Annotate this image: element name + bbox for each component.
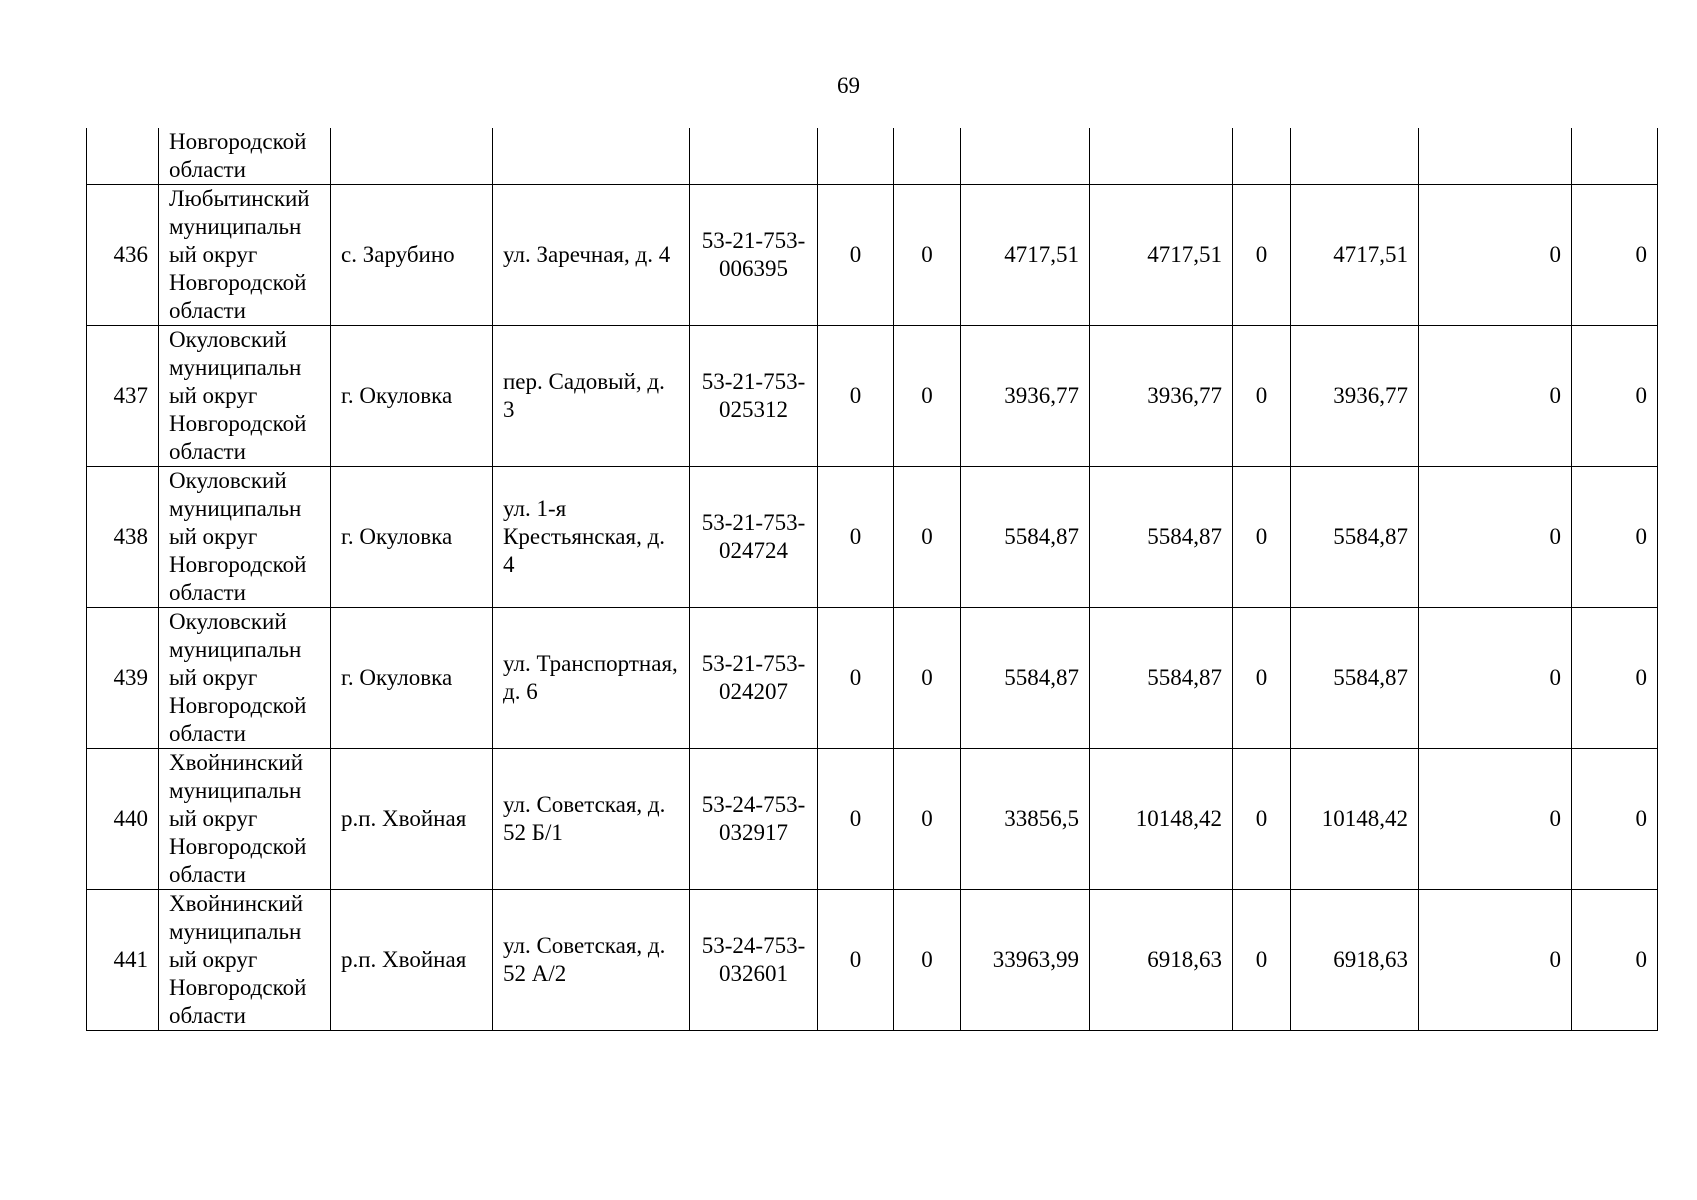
cell-c8: 0 xyxy=(1572,608,1658,749)
cell-c2: 0 xyxy=(894,467,961,608)
cell-c7: 0 xyxy=(1419,749,1572,890)
cell-num: 437 xyxy=(87,326,159,467)
cell-code: 53-21-753-024724 xyxy=(690,467,818,608)
cell-c8: 0 xyxy=(1572,185,1658,326)
cell-district: Хвойнинский муниципальн ый округ Новгородской области xyxy=(159,749,331,890)
cell-c7: 0 xyxy=(1419,326,1572,467)
table-row xyxy=(87,467,1658,608)
cell-code: 53-24-753-032917 xyxy=(690,749,818,890)
cell-c3: 5584,87 xyxy=(961,467,1090,608)
cell-locality: с. Зарубино xyxy=(331,185,493,326)
cell-code: 53-21-753-025312 xyxy=(690,326,818,467)
cell-code: 53-21-753-006395 xyxy=(690,185,818,326)
cell-c2: 0 xyxy=(894,326,961,467)
cell-address: пер. Садовый, д. 3 xyxy=(493,326,690,467)
cell-c4: 5584,87 xyxy=(1090,608,1233,749)
cell-address: ул. 1-я Крестьянская, д. 4 xyxy=(493,467,690,608)
table-row-continuation xyxy=(87,128,1658,185)
cell-c7 xyxy=(1419,128,1572,185)
cell-district: Хвойнинский муниципальн ый округ Новгородской области xyxy=(159,890,331,1031)
cell-address: ул. Транспортная, д. 6 xyxy=(493,608,690,749)
cell-locality xyxy=(331,128,493,185)
cell-c7: 0 xyxy=(1419,185,1572,326)
cell-c4: 3936,77 xyxy=(1090,326,1233,467)
cell-locality: р.п. Хвойная xyxy=(331,890,493,1031)
cell-district: Любытинский муниципальн ый округ Новгородской области xyxy=(159,185,331,326)
cell-c1: 0 xyxy=(818,326,894,467)
cell-c4: 4717,51 xyxy=(1090,185,1233,326)
cell-code: 53-24-753-032601 xyxy=(690,890,818,1031)
cell-c6: 3936,77 xyxy=(1291,326,1419,467)
cell-num: 436 xyxy=(87,185,159,326)
cell-district: Новгородской области xyxy=(159,128,331,185)
cell-c5 xyxy=(1233,128,1291,185)
cell-c5: 0 xyxy=(1233,467,1291,608)
cell-num: 440 xyxy=(87,749,159,890)
cell-c8: 0 xyxy=(1572,749,1658,890)
cell-c3: 3936,77 xyxy=(961,326,1090,467)
cell-c1: 0 xyxy=(818,608,894,749)
cell-locality: г. Окуловка xyxy=(331,467,493,608)
table-body xyxy=(87,128,1658,1031)
cell-num: 441 xyxy=(87,890,159,1031)
cell-num xyxy=(87,128,159,185)
cell-locality: г. Окуловка xyxy=(331,326,493,467)
cell-c1: 0 xyxy=(818,890,894,1031)
cell-c4 xyxy=(1090,128,1233,185)
cell-code xyxy=(690,128,818,185)
cell-c3: 33963,99 xyxy=(961,890,1090,1031)
cell-c3 xyxy=(961,128,1090,185)
cell-c6: 4717,51 xyxy=(1291,185,1419,326)
cell-address xyxy=(493,128,690,185)
cell-num: 439 xyxy=(87,608,159,749)
cell-c1 xyxy=(818,128,894,185)
cell-c6: 5584,87 xyxy=(1291,608,1419,749)
cell-c7: 0 xyxy=(1419,467,1572,608)
table-row xyxy=(87,749,1658,890)
cell-c5: 0 xyxy=(1233,326,1291,467)
cell-district: Окуловский муниципальн ый округ Новгородской области xyxy=(159,467,331,608)
cell-c3: 5584,87 xyxy=(961,608,1090,749)
cell-code: 53-21-753-024207 xyxy=(690,608,818,749)
cell-c1: 0 xyxy=(818,749,894,890)
cell-c5: 0 xyxy=(1233,185,1291,326)
registry-table xyxy=(86,128,1658,1031)
cell-c6 xyxy=(1291,128,1419,185)
cell-c3: 4717,51 xyxy=(961,185,1090,326)
cell-c8: 0 xyxy=(1572,467,1658,608)
cell-district: Окуловский муниципальн ый округ Новгородской области xyxy=(159,326,331,467)
cell-c2: 0 xyxy=(894,890,961,1031)
cell-c2: 0 xyxy=(894,749,961,890)
cell-c4: 5584,87 xyxy=(1090,467,1233,608)
cell-c1: 0 xyxy=(818,467,894,608)
cell-address: ул. Советская, д. 52 А/2 xyxy=(493,890,690,1031)
cell-c5: 0 xyxy=(1233,749,1291,890)
cell-c6: 10148,42 xyxy=(1291,749,1419,890)
cell-c8 xyxy=(1572,128,1658,185)
cell-c2: 0 xyxy=(894,608,961,749)
cell-address: ул. Заречная, д. 4 xyxy=(493,185,690,326)
cell-c7: 0 xyxy=(1419,608,1572,749)
cell-c3: 33856,5 xyxy=(961,749,1090,890)
cell-c2 xyxy=(894,128,961,185)
cell-c8: 0 xyxy=(1572,326,1658,467)
cell-c5: 0 xyxy=(1233,608,1291,749)
page-number: 69 xyxy=(837,73,860,98)
cell-c1: 0 xyxy=(818,185,894,326)
table-row xyxy=(87,185,1658,326)
cell-c6: 5584,87 xyxy=(1291,467,1419,608)
cell-c4: 10148,42 xyxy=(1090,749,1233,890)
table-row xyxy=(87,608,1658,749)
cell-c6: 6918,63 xyxy=(1291,890,1419,1031)
cell-c5: 0 xyxy=(1233,890,1291,1031)
cell-c7: 0 xyxy=(1419,890,1572,1031)
table-row xyxy=(87,326,1658,467)
cell-address: ул. Советская, д. 52 Б/1 xyxy=(493,749,690,890)
table-row xyxy=(87,890,1658,1031)
cell-locality: г. Окуловка xyxy=(331,608,493,749)
cell-c8: 0 xyxy=(1572,890,1658,1031)
cell-locality: р.п. Хвойная xyxy=(331,749,493,890)
cell-district: Окуловский муниципальн ый округ Новгородской области xyxy=(159,608,331,749)
cell-c2: 0 xyxy=(894,185,961,326)
cell-c4: 6918,63 xyxy=(1090,890,1233,1031)
cell-num: 438 xyxy=(87,467,159,608)
